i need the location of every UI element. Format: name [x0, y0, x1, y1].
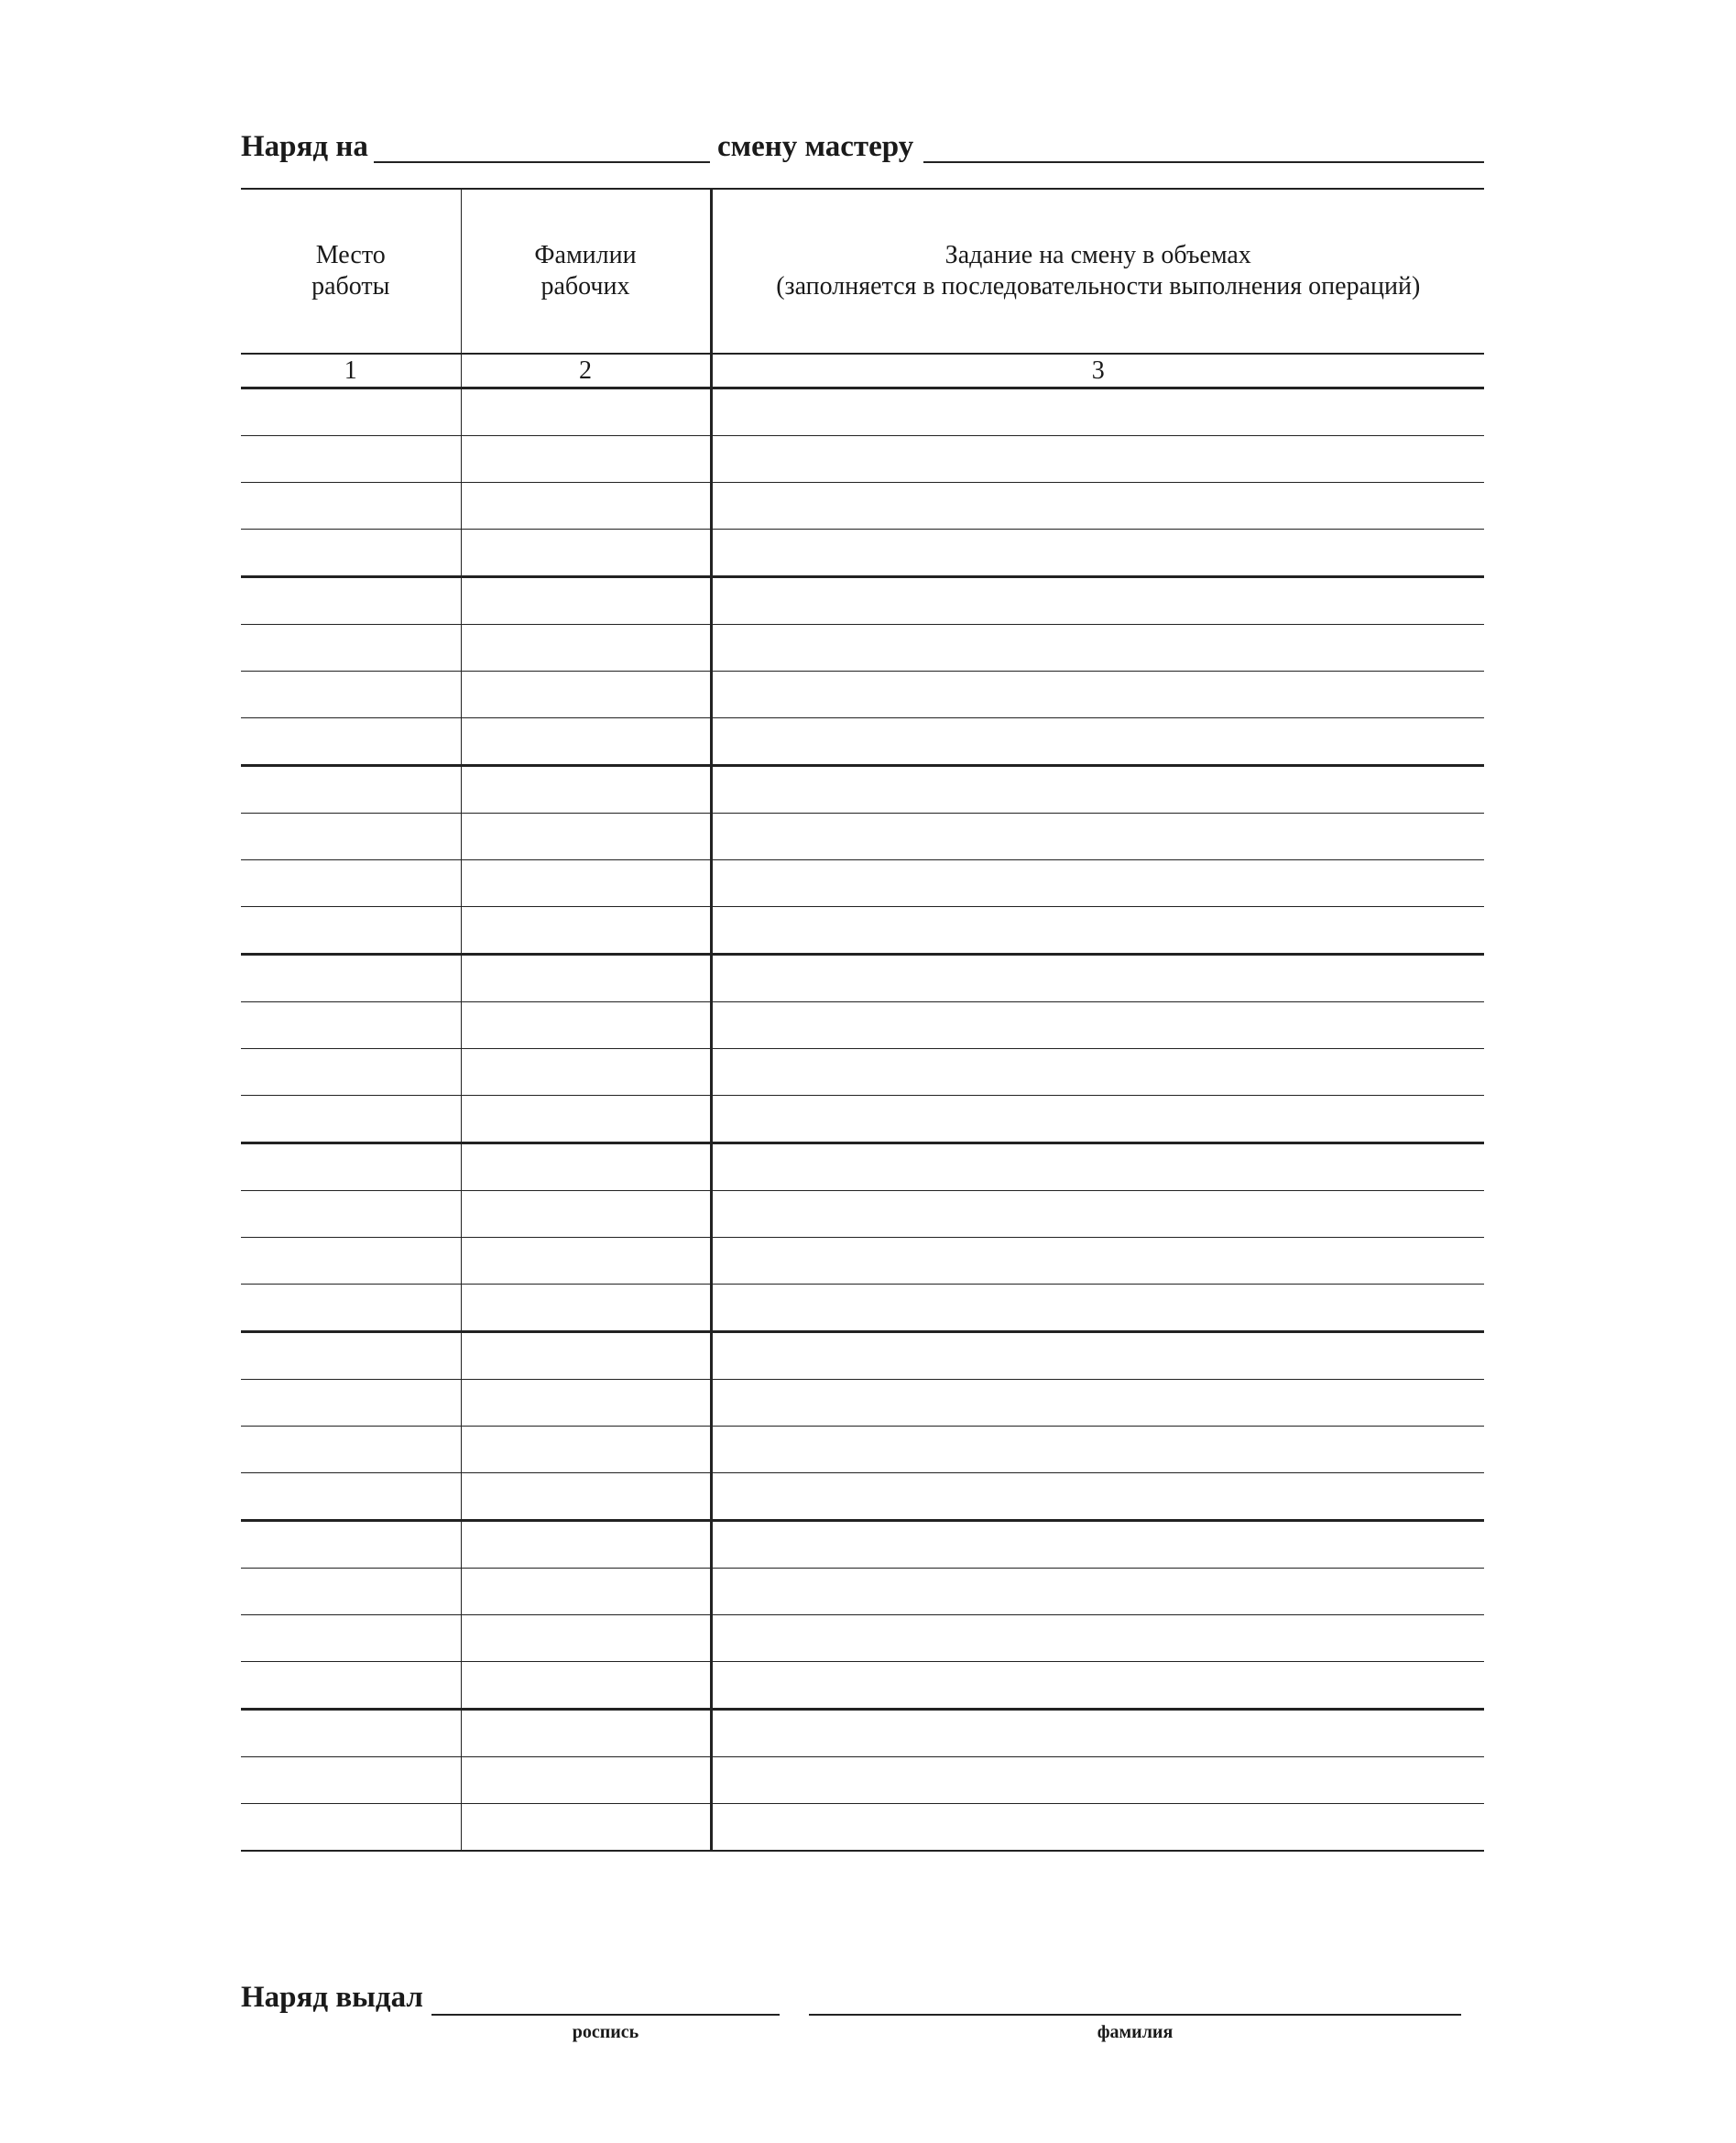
cell-shift-task[interactable]: [711, 907, 1484, 955]
table-row: [241, 1191, 1484, 1238]
cell-shift-task[interactable]: [711, 766, 1484, 814]
cell-shift-task[interactable]: [711, 436, 1484, 483]
cell-shift-task[interactable]: [711, 1710, 1484, 1757]
cell-shift-task[interactable]: [711, 1238, 1484, 1285]
cell-shift-task[interactable]: [711, 388, 1484, 436]
cell-shift-task[interactable]: [711, 625, 1484, 672]
cell-shift-task[interactable]: [711, 955, 1484, 1002]
order-title: [241, 128, 1484, 165]
table-row: [241, 388, 1484, 436]
cell-workplace[interactable]: [241, 814, 461, 860]
cell-shift-task[interactable]: [711, 1615, 1484, 1662]
table-row: [241, 1002, 1484, 1049]
cell-workplace[interactable]: [241, 1473, 461, 1521]
cell-worker-name[interactable]: [461, 1427, 711, 1473]
table-row: [241, 907, 1484, 955]
cell-shift-task[interactable]: [711, 860, 1484, 907]
table-row: [241, 1143, 1484, 1191]
cell-worker-name[interactable]: [461, 1049, 711, 1096]
cell-worker-name[interactable]: [461, 860, 711, 907]
table-row: [241, 577, 1484, 625]
cell-worker-name[interactable]: [461, 672, 711, 718]
cell-workplace[interactable]: [241, 955, 461, 1002]
cell-worker-name[interactable]: [461, 1143, 711, 1191]
cell-shift-task[interactable]: [711, 1804, 1484, 1852]
table-row: [241, 1427, 1484, 1473]
column-number-row: [241, 354, 1484, 388]
cell-worker-name[interactable]: [461, 1757, 711, 1804]
cell-workplace[interactable]: [241, 718, 461, 766]
title-prefix: Наряд на: [241, 130, 368, 163]
table-row: [241, 718, 1484, 766]
shift-field[interactable]: [374, 161, 710, 163]
cell-workplace[interactable]: [241, 1521, 461, 1569]
cell-shift-task[interactable]: [711, 1143, 1484, 1191]
cell-shift-task[interactable]: [711, 1427, 1484, 1473]
table-row: [241, 625, 1484, 672]
cell-shift-task[interactable]: [711, 577, 1484, 625]
table-row: [241, 766, 1484, 814]
cell-shift-task[interactable]: [711, 1380, 1484, 1427]
cell-workplace[interactable]: [241, 1002, 461, 1049]
cell-workplace[interactable]: [241, 1804, 461, 1852]
cell-workplace[interactable]: [241, 1143, 461, 1191]
cell-shift-task[interactable]: [711, 1191, 1484, 1238]
cell-workplace[interactable]: [241, 907, 461, 955]
cell-worker-name[interactable]: [461, 436, 711, 483]
header-workplace: Место работы: [241, 189, 461, 354]
cell-workplace[interactable]: [241, 1096, 461, 1143]
cell-worker-name[interactable]: [461, 718, 711, 766]
header-worker-names: Фамилии рабочих: [461, 189, 711, 354]
table-row: [241, 955, 1484, 1002]
column-number-3: 3: [711, 354, 1484, 388]
table-row: [241, 1710, 1484, 1757]
assignment-table: [241, 188, 1484, 1852]
issued-by-label: Наряд выдал: [241, 1981, 423, 2014]
table-row: [241, 1285, 1484, 1332]
cell-workplace[interactable]: [241, 388, 461, 436]
cell-workplace[interactable]: [241, 672, 461, 718]
cell-shift-task[interactable]: [711, 1473, 1484, 1521]
cell-worker-name[interactable]: [461, 1521, 711, 1569]
column-number-2: 2: [461, 354, 711, 388]
cell-shift-task[interactable]: [711, 672, 1484, 718]
cell-worker-name[interactable]: [461, 1662, 711, 1710]
cell-workplace[interactable]: [241, 1285, 461, 1332]
header-row: [241, 189, 1484, 354]
title-middle: смену мастеру: [717, 130, 914, 163]
table-row: [241, 814, 1484, 860]
cell-worker-name[interactable]: [461, 1096, 711, 1143]
cell-shift-task[interactable]: [711, 1096, 1484, 1143]
table-body: [241, 388, 1484, 1852]
cell-worker-name[interactable]: [461, 1569, 711, 1615]
cell-worker-name[interactable]: [461, 907, 711, 955]
cell-worker-name[interactable]: [461, 483, 711, 530]
table-row: [241, 1332, 1484, 1380]
cell-workplace[interactable]: [241, 1615, 461, 1662]
master-field[interactable]: [923, 161, 1484, 163]
table-row: [241, 1238, 1484, 1285]
cell-shift-task[interactable]: [711, 530, 1484, 577]
table-row: [241, 672, 1484, 718]
cell-workplace[interactable]: [241, 1710, 461, 1757]
footer: [241, 1979, 1484, 2052]
cell-shift-task[interactable]: [711, 1049, 1484, 1096]
surname-field[interactable]: [809, 2014, 1461, 2016]
cell-shift-task[interactable]: [711, 1757, 1484, 1804]
cell-worker-name[interactable]: [461, 1615, 711, 1662]
cell-worker-name[interactable]: [461, 1002, 711, 1049]
cell-workplace[interactable]: [241, 1332, 461, 1380]
cell-workplace[interactable]: [241, 625, 461, 672]
table-row: [241, 1521, 1484, 1569]
cell-workplace[interactable]: [241, 1049, 461, 1096]
column-number-1: 1: [241, 354, 461, 388]
cell-shift-task[interactable]: [711, 483, 1484, 530]
table-row: [241, 1569, 1484, 1615]
cell-shift-task[interactable]: [711, 814, 1484, 860]
table-row: [241, 1049, 1484, 1096]
cell-worker-name[interactable]: [461, 1380, 711, 1427]
cell-shift-task[interactable]: [711, 1285, 1484, 1332]
signature-field[interactable]: [431, 2014, 780, 2016]
cell-worker-name[interactable]: [461, 1473, 711, 1521]
cell-worker-name[interactable]: [461, 577, 711, 625]
cell-workplace[interactable]: [241, 766, 461, 814]
cell-worker-name[interactable]: [461, 955, 711, 1002]
cell-worker-name[interactable]: [461, 814, 711, 860]
cell-worker-name[interactable]: [461, 625, 711, 672]
cell-shift-task[interactable]: [711, 1662, 1484, 1710]
cell-workplace[interactable]: [241, 1380, 461, 1427]
cell-workplace[interactable]: [241, 1427, 461, 1473]
cell-shift-task[interactable]: [711, 1569, 1484, 1615]
cell-worker-name[interactable]: [461, 1710, 711, 1757]
surname-caption: фамилия: [1097, 2022, 1174, 2042]
table-row: [241, 1473, 1484, 1521]
table-row: [241, 1804, 1484, 1852]
cell-worker-name[interactable]: [461, 1804, 711, 1852]
table-row: [241, 530, 1484, 577]
cell-shift-task[interactable]: [711, 718, 1484, 766]
cell-worker-name[interactable]: [461, 530, 711, 577]
cell-worker-name[interactable]: [461, 766, 711, 814]
cell-workplace[interactable]: [241, 1662, 461, 1710]
cell-workplace[interactable]: [241, 1238, 461, 1285]
cell-workplace[interactable]: [241, 577, 461, 625]
table-row: [241, 483, 1484, 530]
cell-worker-name[interactable]: [461, 1285, 711, 1332]
cell-shift-task[interactable]: [711, 1521, 1484, 1569]
table-row: [241, 1615, 1484, 1662]
cell-workplace[interactable]: [241, 530, 461, 577]
cell-worker-name[interactable]: [461, 1191, 711, 1238]
table-row: [241, 1757, 1484, 1804]
cell-shift-task[interactable]: [711, 1332, 1484, 1380]
cell-workplace[interactable]: [241, 436, 461, 483]
table-row: [241, 1662, 1484, 1710]
signature-caption: роспись: [572, 2022, 639, 2042]
cell-workplace[interactable]: [241, 1569, 461, 1615]
cell-worker-name[interactable]: [461, 1332, 711, 1380]
cell-worker-name[interactable]: [461, 1238, 711, 1285]
cell-workplace[interactable]: [241, 1191, 461, 1238]
table-row: [241, 1096, 1484, 1143]
cell-workplace[interactable]: [241, 860, 461, 907]
cell-shift-task[interactable]: [711, 1002, 1484, 1049]
cell-worker-name[interactable]: [461, 388, 711, 436]
cell-workplace[interactable]: [241, 483, 461, 530]
cell-workplace[interactable]: [241, 1757, 461, 1804]
table-row: [241, 1380, 1484, 1427]
table-row: [241, 860, 1484, 907]
header-shift-task: Задание на смену в объемах (заполняется в последовательности выполнения операций): [711, 189, 1484, 354]
table-row: [241, 436, 1484, 483]
